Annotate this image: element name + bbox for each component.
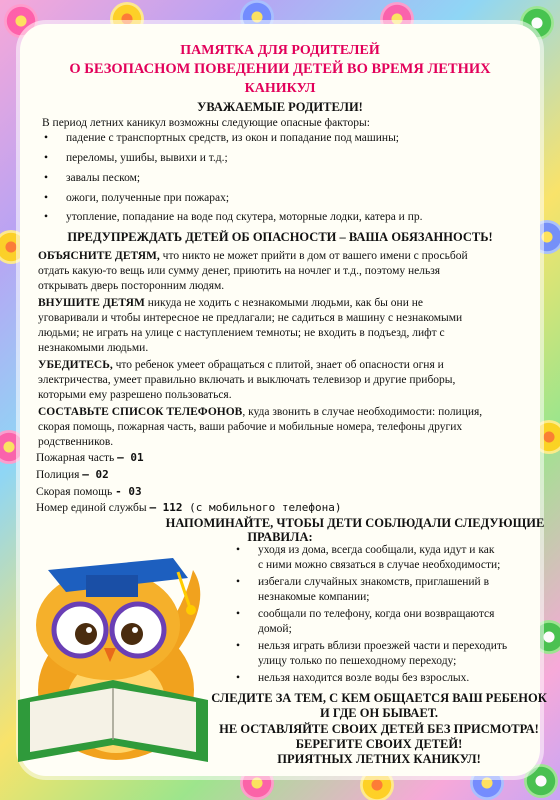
phones-paragraph (38, 405, 482, 420)
rule-item: • нельзя играть вблизи проезжей части и переходить (258, 639, 507, 654)
ensure-paragraph (38, 358, 444, 373)
phone-note: (с мобильного телефона) (182, 501, 342, 514)
phone-entry (36, 484, 142, 500)
remind-heading: ПРАВИЛА: (247, 530, 313, 544)
closing-line: НЕ ОСТАВЛЯЙТЕ СВОИХ ДЕТЕЙ БЕЗ ПРИСМОТРА! (219, 722, 539, 736)
phone-label: Скорая помощь (36, 486, 116, 498)
rule-item-cont: улицу только по пешеходному переходу; (258, 655, 457, 667)
rule-item: • избегали случайных знакомств, приглашений в (258, 575, 489, 590)
phone-entry (36, 500, 342, 516)
explain-text: открывать дверь посторонним людям. (38, 280, 225, 292)
explain-paragraph (38, 249, 468, 264)
explain-text: что никто не может прийти в дом от вашего имени с просьбой (159, 250, 468, 262)
duty-heading: ПРЕДУПРЕЖДАТЬ ДЕТЕЙ ОБ ОПАСНОСТИ – ВАША ОБЯЗАННОСТЬ! (67, 230, 493, 244)
rule-item-cont: незнакомые компании; (258, 591, 370, 603)
ensure-text: электричества, умеет правильно включать и выключать телевизор и другие приборы, (38, 374, 456, 386)
page-title-line3: КАНИКУЛ (244, 81, 316, 96)
factor-item: • ожоги, полученные при пожарах; (66, 191, 229, 206)
closing-line: И ГДЕ ОН БЫВАЕТ. (320, 706, 438, 720)
remind-heading: НАПОМИНАЙТЕ, ЧТОБЫ ДЕТИ СОБЛЮДАЛИ СЛЕДУЮЩИЕ (165, 516, 545, 530)
explain-lead: ОБЪЯСНИТЕ ДЕТЯМ, (38, 250, 160, 262)
instill-paragraph (38, 296, 423, 311)
rule-item: • нельзя находится возле воды без взрослых. (258, 671, 469, 686)
ensure-text: которыми ему разрешено пользоваться. (38, 389, 232, 401)
factor-item: • завалы песком; (66, 171, 140, 186)
closing-line: ПРИЯТНЫХ ЛЕТНИХ КАНИКУЛ! (277, 752, 481, 766)
phone-label: Номер единой службы (36, 502, 150, 514)
instill-text: уговаривали и чтобы интересное не предлагали; не садиться в машину с незнакомыми (38, 312, 463, 324)
phone-entry (36, 467, 109, 483)
rule-item-cont: домой; (258, 623, 292, 635)
closing-line: БЕРЕГИТЕ СВОИХ ДЕТЕЙ! (295, 737, 463, 751)
instill-text: никуда не ходить с незнакомыми людьми, как бы они не (144, 297, 423, 309)
phone-label: Пожарная часть (36, 452, 118, 464)
instill-text: людьми; не играть на улице с наступлением темноты; не входить в подъезд, лифт с (38, 327, 445, 339)
phone-number: - 03 (115, 485, 142, 498)
owl-reading-book-illustration (8, 530, 223, 765)
instill-lead: ВНУШИТЕ ДЕТЯМ (38, 297, 145, 309)
phones-text: скорая помощь, пожарная часть, ваши рабочие и мобильные номера, телефоны других (38, 421, 463, 433)
phone-entry (36, 450, 144, 466)
phone-number: – 112 (149, 501, 183, 514)
ensure-lead: УБЕДИТЕСЬ, (38, 359, 113, 371)
explain-text: отдать какую-то вещь или сумму денег, приютить на ночлег и т.д., поэтому нельзя (38, 265, 441, 277)
page-title-line1: ПАМЯТКА ДЛЯ РОДИТЕЛЕЙ (180, 43, 380, 58)
phone-number: – 01 (117, 451, 144, 464)
phones-lead: СОСТАВЬТЕ СПИСОК ТЕЛЕФОНОВ (38, 406, 243, 418)
rule-item: • уходя из дома, всегда сообщали, куда идут и как (258, 543, 494, 558)
rule-item: • сообщали по телефону, когда они возвращаются (258, 607, 494, 622)
factor-item: • утопление, попадание на воде под скутера, моторные лодки, катера и пр. (66, 210, 422, 225)
closing-line: СЛЕДИТЕ ЗА ТЕМ, С КЕМ ОБЩАЕТСЯ ВАШ РЕБЕНОК (211, 691, 547, 705)
factor-item: • переломы, ушибы, вывихи и т.д.; (66, 151, 228, 166)
instill-text: незнакомыми людьми. (38, 342, 149, 354)
factor-item: • падение с транспортных средств, из окон и попадание под машины; (66, 131, 399, 146)
phones-text: , куда звонить в случае необходимости: полиция, (242, 406, 483, 418)
greeting-heading: УВАЖАЕМЫЕ РОДИТЕЛИ! (197, 100, 363, 114)
phone-number: – 02 (82, 468, 109, 481)
phone-label: Полиция (36, 469, 83, 481)
page-title-line2: О БЕЗОПАСНОМ ПОВЕДЕНИИ ДЕТЕЙ ВО ВРЕМЯ ЛЕТНИХ (69, 61, 491, 77)
phones-text: родственников. (38, 436, 114, 448)
ensure-text: что ребенок умеет обращаться с плитой, знает об опасности огня и (112, 359, 444, 371)
rule-item-cont: с ними можно связаться в случае необходимости; (258, 559, 501, 571)
intro-text: В период летних каникул возможны следующие опасные факторы: (42, 117, 370, 129)
